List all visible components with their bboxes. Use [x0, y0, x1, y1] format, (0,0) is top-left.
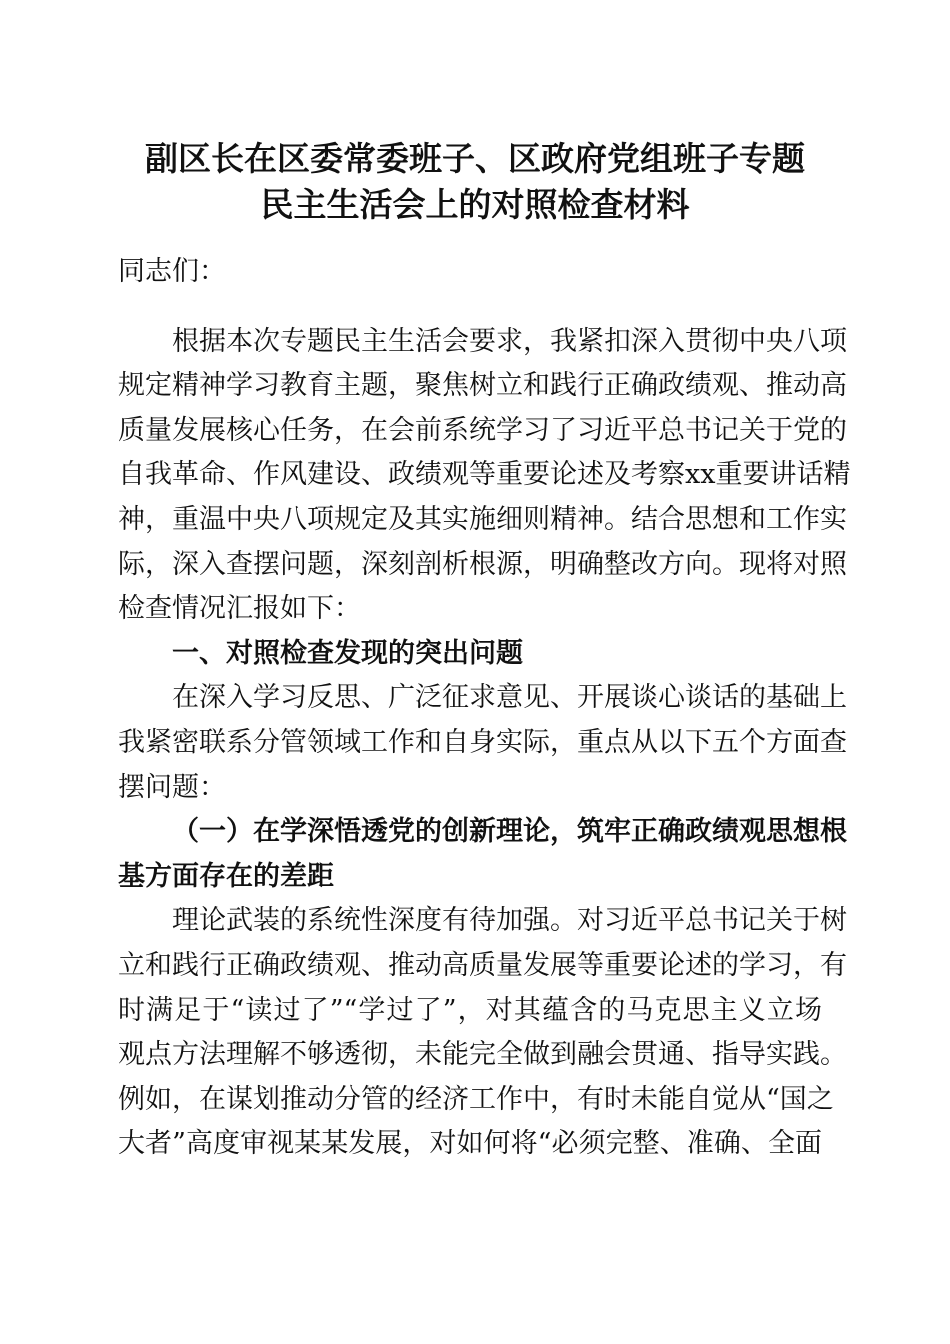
- text-line: 检查情况汇报如下：: [118, 593, 361, 625]
- paragraph: [118, 899, 847, 1167]
- text-line: 基方面存在的差距: [118, 860, 334, 892]
- text-line: 我紧密联系分管领域工作和自身实际，重点从以下五个方面查: [118, 726, 847, 758]
- text-line: 立和践行正确政绩观、推动高质量发展等重要论述的学习，有: [118, 949, 847, 981]
- document-title: [100, 136, 850, 228]
- text-line: 摆问题：: [118, 771, 226, 803]
- text-line: 大者”高度审视某某发展，对如何将“必须完整、准确、全面: [118, 1128, 822, 1160]
- text-line: 理论武装的系统性深度有待加强。对习近平总书记关于树: [172, 905, 847, 937]
- text-line: 观点方法理解不够透彻，未能完全做到融会贯通、指导实践。: [118, 1039, 847, 1071]
- text-line: 际，深入查摆问题，深刻剖析根源，明确整改方向。现将对照: [118, 548, 847, 580]
- text-line: 根据本次专题民主生活会要求，我紧扣深入贯彻中央八项: [172, 325, 847, 357]
- section-heading: 一、对照检查发现的突出问题: [172, 637, 523, 669]
- text-line: （一）在学深悟透党的创新理论，筑牢正确政绩观思想根: [172, 816, 847, 848]
- salutation: 同志们：: [118, 256, 226, 287]
- document-body: [118, 250, 851, 1167]
- text-line: 在深入学习反思、广泛征求意见、开展谈心谈话的基础上: [172, 682, 847, 714]
- title-line: 民主生活会上的对照检查材料: [260, 185, 690, 224]
- paragraph: [118, 676, 847, 810]
- text-line: 时满足于“读过了”“学过了”，对其蕴含的马克思主义立场: [118, 994, 822, 1026]
- text-line: 质量发展核心任务，在会前系统学习了习近平总书记关于党的: [118, 414, 847, 446]
- text-line: 例如，在谋划推动分管的经济工作中，有时未能自觉从“国之: [118, 1083, 834, 1115]
- text-line: 规定精神学习教育主题，聚焦树立和践行正确政绩观、推动高: [118, 370, 847, 402]
- text-line: 自我革命、作风建设、政绩观等重要论述及考察xx重要讲话精: [118, 459, 851, 491]
- title-line: 副区长在区委常委班子、区政府党组班子专题: [145, 139, 805, 178]
- text-line: 神，重温中央八项规定及其实施细则精神。结合思想和工作实: [118, 503, 847, 535]
- subsection-heading: [118, 810, 847, 899]
- paragraph-intro: [118, 320, 851, 632]
